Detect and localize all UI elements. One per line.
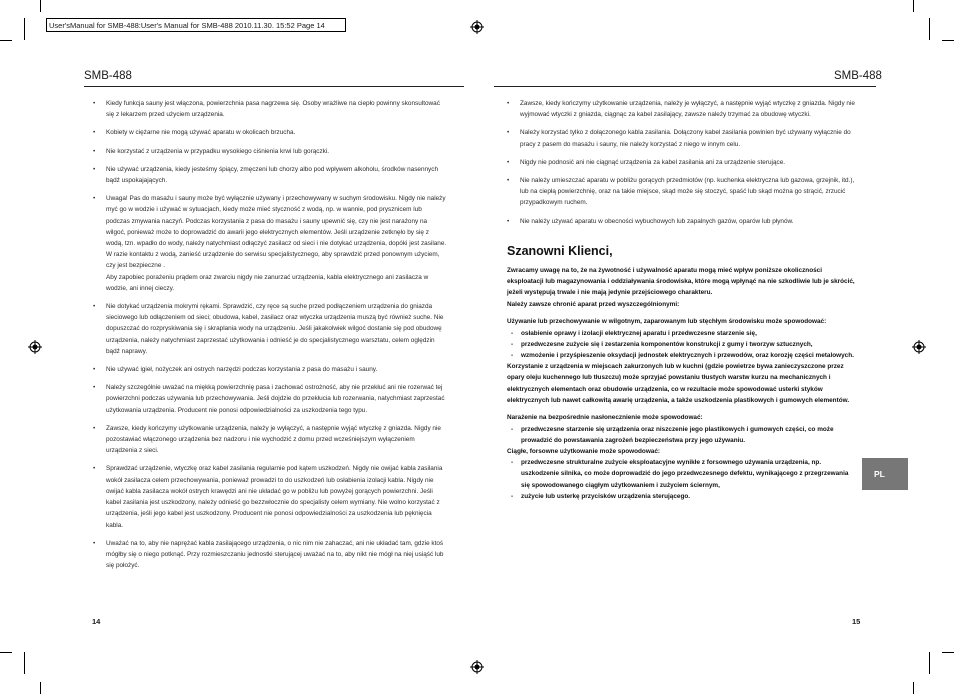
bullet-text: Nie należy używać aparatu w obecności wybuchowych lub zapalnych gazów, oparów lub płynów. — [520, 217, 794, 225]
bullet-icon: • — [93, 147, 96, 155]
bullet-icon: • — [93, 195, 96, 203]
print-header: User'sManual for SMB-488:User's Manual for SMB-488 2010.11.30. 15:52 Page 14 — [46, 18, 346, 32]
bullet-item — [93, 463, 447, 530]
bullet-text: Uważać na to, aby nie naprężać kabla zasilającego urządzenia, o nic nim nie zahaczać, ani nie układać tam, gdzie ktoś mógłby się o niego potknąć. Przy rozmieszczaniu jednostki sterującej uważać na to, aby nikt nie mógł na niej usiąść lub się położyć. — [106, 539, 444, 570]
dash-icon: - — [511, 351, 514, 359]
condition-groups — [507, 316, 859, 502]
bullet-item — [93, 146, 447, 157]
intro-paragraph: Zwracamy uwagę na to, że na żywotność i używalność aparatu mogą mieć wpływ poniższe okoliczności eksploatacji lub magazynowania i oddziaływania środowiska, które mogą wpłynąć na nie szkodliwie lub je skrócić, jeżeli występują trwale i nie mają jedynie przejściowego charakteru. — [507, 267, 855, 297]
bullet-icon: • — [93, 129, 96, 137]
dash-item-text: zużycie lub usterkę przycisków urządzenia sterującego. — [521, 492, 691, 500]
bullet-text: Nie dotykać urządzenia mokrymi rękami. Sprawdzić, czy ręce są suche przed podłączeniem urządzenia do gniazda sieciowego lub odłączeniem od sieci; obudowa, kabel, zasilacz oraz wtyczka urządzenia muszą być również suche. Nie dopuszczać do rozpryskiwania się i skraplania wody na urządzeniu. Jeśli jakakolwiek wilgoć dostanie się pod obudowę urządzenia, należy natychmiast zaprzestać użytkowania i odnieść je do specjalistycznego warsztatu, celem oględzin bądź naprawy. — [106, 303, 444, 355]
bullet-text: Należy korzystać tylko z dołączonego kabla zasilania. Dołączony kabel zasilania powinien być używany wyłącznie do pracy z pasem do masażu i sauny, nie należy korzystać z niego w innym celu. — [520, 129, 851, 148]
bullet-text: Zawsze, kiedy kończymy użytkowanie urządzenia, należy je wyłączyć, a następnie wyjąć wtyczkę z gniazda. Nigdy nie pozostawiać włączonego urządzenia bez nadzoru i nie wychodzić z domu przed wcześniejszym wyłączeniem urządzenia z sieci. — [106, 424, 441, 455]
dash-item-text: przedwczesne starzenie się urządzenia oraz niszczenie jego plastikowych i gumowych części, co może prowadzić do powstawania zagrożeń bezpieczeństwa przy jego używaniu. — [521, 425, 834, 444]
dash-icon: - — [511, 492, 514, 500]
dash-icon: - — [511, 459, 514, 467]
bullet-item — [507, 216, 859, 227]
bullet-text: Należy szczególnie uważać na miękką powierzchnię pasa i zachować ostrożność, aby nie przekłuć ani nie rozerwać tej powierzchni podczas używania lub przechowywania. Jeśli dojdzie do przekłucia lub rozerwania, natychmiast zaprzestać użytkowania urządzenia. Producent nie ponosi odpowiedzialności za uszkodzenia tego typu. — [106, 384, 445, 414]
bullet-text: Zawsze, kiedy kończymy użytkowanie urządzenia, należy je wyłączyć, a następnie wyjąć wtyczkę z gniazda. Nigdy nie wyjmować wtyczki z gniazda, ciągnąc za kabel zasilający, zawsze należy trzymać za obudowę wtyczki. — [520, 100, 855, 119]
dash-icon: - — [511, 329, 514, 337]
right-page-number: 15 — [852, 617, 861, 626]
bullet-text: Nie należy umieszczać aparatu w pobliżu gorących przedmiotów (np. kuchenka elektryczna lub gazowa, grzejnik, itd.), lub na ciepłą powierzchnię, oraz na takie miejsce, skąd może się stoczyć, spaść lub skąd można go strącić, zrzucić przypadkowym ruchem. — [520, 177, 855, 207]
intro-paragraph-2: Należy zawsze chronić aparat przed wyszczególnionymi: — [507, 300, 680, 308]
registration-mark-bottom — [470, 660, 484, 674]
bullet-text: Nie korzystać z urządzenia w przypadku wysokiego ciśnienia krwi lub gorączki. — [106, 147, 330, 155]
bullet-icon: • — [93, 303, 96, 311]
bullet-item — [93, 423, 447, 457]
bullet-text: Nie używać igieł, nożyczek ani ostrych narzędzi podczas korzystania z pasa do masażu i sauny. — [106, 366, 378, 374]
bullet-item — [507, 98, 859, 120]
bullet-item — [93, 538, 447, 572]
dash-item-text: przedwczesne zużycie się i zestarzenia komponentów konstrukcji z gumy i tworzyw sztucznych, — [521, 340, 813, 348]
language-tab: PL — [862, 458, 908, 490]
section-title: Szanowni Klienci, — [507, 243, 613, 258]
bullet-icon: • — [93, 100, 96, 107]
bullet-item — [93, 301, 447, 357]
bullet-item — [507, 157, 859, 168]
bullet-icon: • — [507, 158, 510, 166]
dash-item — [507, 491, 859, 502]
left-model-name: SMB-488 — [84, 70, 132, 82]
bullet-text: Kobiety w ciężarne nie mogą używać aparatu w okolicach brzucha. — [106, 129, 296, 137]
group-heading: Używanie lub przechowywanie w wilgotnym, zaparowanym lub stęchłym środowisku może spowodować: — [507, 318, 827, 326]
dash-item-text: przedwczesne strukturalne zużycie eksploatacyjne wynikłe z forsownego używania urządzenia, np. uszkodzenie silnika, co może doprowadzić do jego przedwczesnego defektu, wynikającego z przegrzewania się spowodowanego ciągłym użytkowaniem i zużyciem ściernym, — [521, 459, 849, 489]
dash-item — [507, 457, 859, 491]
dash-item — [507, 339, 859, 350]
left-bullet-list — [93, 98, 447, 571]
bullet-item — [93, 382, 447, 416]
dash-icon: - — [511, 425, 514, 433]
bullet-icon: • — [93, 465, 96, 473]
bullet-text: Nie używać urządzenia, kiedy jesteśmy śpiący, zmęczeni lub chorzy albo pod wpływem alkoholu, środków nasennych bądź uspokajających. — [106, 165, 438, 185]
group-dash-list — [507, 457, 859, 502]
right-header-rule — [494, 86, 876, 87]
left-page-number: 14 — [92, 617, 101, 626]
group-dash-list — [507, 328, 859, 362]
registration-mark-right — [912, 340, 926, 354]
right-column — [507, 98, 859, 502]
dash-item — [507, 328, 859, 339]
bullet-text: Uwaga! Pas do masażu i sauny może być wyłącznie używany i przechowywany w suchym środowisku. Nigdy nie należy myć go w wodzie i używać w sytuacjach, kiedy może mieć styczność z wodą, np. w wannie, pod prysznicem lub podczas zmywania naczyń. Podczas korzystania z pasa do masażu i sauny upewnić się, czy nie jest narażony na wilgoć, ponieważ może to doprowadzić do awarii jego elektrycznych elementów. Jeśli urządzenie zetknęło by się z wodą, tzn. wpadło do wody, należy natychmiast odłączyć zasilacz od sieci i nie dotykać urządzenia, dopóki jest zasilane. W razie kontaktu z wodą, zanieść urządzenie do serwisu specjalistycznego, aby sprawdzić przed ponownym użyciem, czy jest bezpieczne . Aby zapobiec porażeniu prądem oraz zwarciu nigdy nie zanurzać urządzenia, kabla elektrycznego ani zasilacza w wodzie, ani innej cieczy. — [106, 195, 447, 292]
dash-item-text: osłabienie oprawy i izolacji elektrycznej aparatu i przedwczesne starzenie się, — [521, 329, 757, 337]
bullet-icon: • — [93, 165, 96, 173]
group-heading: Narażenie na bezpośrednie nasłonecznienie może spowodować: — [507, 414, 703, 422]
registration-mark-left — [28, 340, 42, 354]
dash-item-text: wzmożenie i przyśpieszenie oksydacji jednostek elektrycznych i przewodów, oraz korozję części metalowych. — [521, 351, 854, 359]
bullet-item — [93, 193, 447, 294]
group-heading: Ciągłe, forsowne użytkowanie może spowodować: — [507, 448, 661, 456]
bullet-icon: • — [93, 424, 96, 432]
bullet-item — [507, 127, 859, 149]
bullet-item — [93, 164, 447, 186]
bullet-item — [507, 175, 859, 209]
right-model-name: SMB-488 — [834, 70, 882, 82]
bullet-item — [93, 127, 447, 138]
bullet-icon: • — [507, 100, 510, 107]
bullet-icon: • — [93, 384, 96, 392]
left-column — [93, 98, 447, 578]
bullet-text: Nigdy nie podnosić ani nie ciągnąć urządzenia za kabel zasilania ani za urządzenie sterujące. — [520, 158, 786, 166]
bullet-icon: • — [93, 539, 96, 547]
left-header-rule — [84, 86, 464, 87]
bullet-text: Sprawdzać urządzenie, wtyczkę oraz kabel zasilania regularnie pod kątem uszkodzeń. Nigdy nie owijać kabla zasilania wokół zasilacza celem przechowywania, ponieważ prowadzi to do uszkodzeń lub osłabienia izolacji kabla. Nigdy nie owijać kabla zasilacza wokół ostrych krawędzi ani nie układać go w pobliżu lub powyżej gorących powierzchni. Jeśli kabel zasilania jest uszkodzony, należy odnieść go bezzwłocznie do specjalisty celem wymiany. Nie wolno korzystać z urządzenia, jeśli jego kabel jest uszkodzony. Producent nie ponosi odpowiedzialności za uszkodzenia lub pęknięcia kabla. — [106, 465, 443, 529]
registration-mark-top — [470, 20, 484, 34]
dash-item — [507, 350, 859, 361]
bullet-icon: • — [507, 129, 510, 137]
dash-icon: - — [511, 340, 514, 348]
bullet-item — [93, 98, 447, 120]
bullet-item — [93, 364, 447, 375]
bullet-icon: • — [93, 366, 96, 374]
group-heading: Korzystanie z urządzenia w miejscach zakurzonych lub w kuchni (gdzie powietrze bywa zanieczyszczone przez opary oleju kuchennego lub tłuszczu) może sprzyjać powstaniu tłustych warstw kurzu na mechanicznych i elektrycznych elementach oraz obudowie urządzenia, co w rezultacie może spowodować usterki styków elektrycznych lub nawet całkowitą awarię urządzenia, a także uszkodzenia plastikowych i gumowych elementów. — [507, 363, 850, 404]
bullet-text: Kiedy funkcja sauny jest włączona, powierzchnia pasa nagrzewa się. Osoby wrażliwe na ciepło powinny skonsultować się z lekarzem przed użyciem urządzenia. — [106, 100, 440, 119]
bullet-icon: • — [507, 177, 510, 185]
right-bullet-list — [507, 98, 859, 227]
bullet-icon: • — [507, 217, 510, 225]
dash-item — [507, 424, 859, 446]
group-dash-list — [507, 424, 859, 446]
